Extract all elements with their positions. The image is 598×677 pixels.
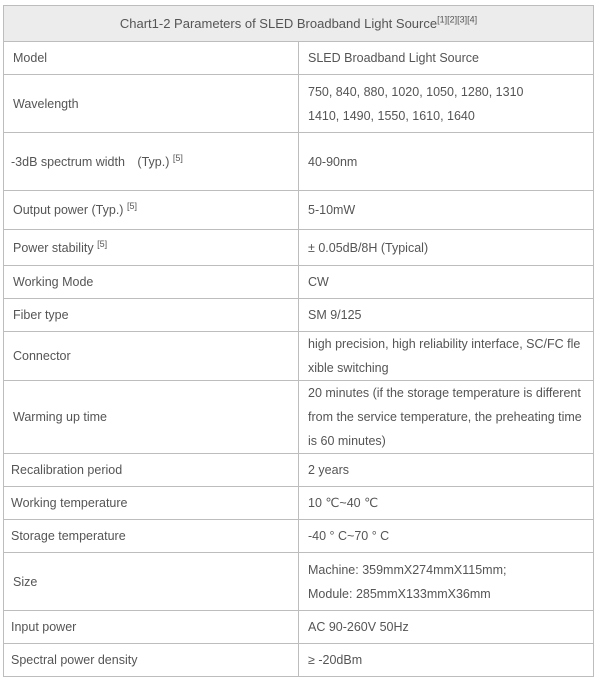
row-label: Storage temperature bbox=[4, 520, 299, 553]
row-value: ± 0.05dB/8H (Typical) bbox=[299, 230, 594, 266]
table-row bbox=[4, 454, 594, 487]
row-label-ref: [5] bbox=[126, 200, 137, 211]
row-label: Working temperature bbox=[4, 487, 299, 520]
row-label: Spectral power density bbox=[4, 644, 299, 677]
table-row bbox=[4, 75, 594, 133]
table-row bbox=[4, 487, 594, 520]
row-value: 20 minutes (if the storage temperature is different from the service temperature, the preheating time is 60 minutes) bbox=[299, 381, 594, 454]
row-value: SLED Broadband Light Source bbox=[299, 42, 594, 75]
table-row bbox=[4, 133, 594, 191]
row-value: CW bbox=[299, 266, 594, 299]
row-label-text: -3dB spectrum width (Typ.) bbox=[11, 154, 170, 169]
row-label bbox=[4, 191, 299, 230]
table-row bbox=[4, 381, 594, 454]
row-label bbox=[4, 133, 299, 191]
row-value: 40-90nm bbox=[299, 133, 594, 191]
row-label: Connector bbox=[4, 332, 299, 381]
row-label: Input power bbox=[4, 611, 299, 644]
row-label bbox=[4, 230, 299, 266]
table-row bbox=[4, 520, 594, 553]
row-value-line: 1410, 1490, 1550, 1610, 1640 bbox=[308, 108, 475, 123]
table-row bbox=[4, 191, 594, 230]
table-row bbox=[4, 553, 594, 611]
row-label: Size bbox=[4, 553, 299, 611]
row-value: 2 years bbox=[299, 454, 594, 487]
table-caption-refs: [1][2][3][4] bbox=[437, 14, 478, 25]
table-row bbox=[4, 266, 594, 299]
row-label-ref: [5] bbox=[172, 152, 183, 163]
row-label-text: Output power (Typ.) bbox=[13, 203, 124, 217]
row-label: Wavelength bbox=[4, 75, 299, 133]
row-value bbox=[299, 75, 594, 133]
parameters-table bbox=[3, 5, 594, 677]
table-row bbox=[4, 230, 594, 266]
table-caption-row bbox=[4, 6, 594, 42]
row-value-line: Machine: 359mmX274mmX115mm; bbox=[308, 562, 507, 577]
row-value-line: Module: 285mmX133mmX36mm bbox=[308, 586, 491, 601]
row-label: Fiber type bbox=[4, 299, 299, 332]
row-label: Warming up time bbox=[4, 381, 299, 454]
table-row bbox=[4, 332, 594, 381]
row-label-ref: [5] bbox=[97, 238, 108, 249]
row-value: -40 ° C~70 ° C bbox=[299, 520, 594, 553]
table-row bbox=[4, 42, 594, 75]
row-value: 10 ℃~40 ℃ bbox=[299, 487, 594, 520]
row-value: high precision, high reliability interface, SC/FC flexible switching bbox=[299, 332, 594, 381]
row-value: ≥ -20dBm bbox=[299, 644, 594, 677]
row-value bbox=[299, 553, 594, 611]
table-row bbox=[4, 611, 594, 644]
row-label-text: Power stability bbox=[13, 240, 94, 255]
row-value: SM 9/125 bbox=[299, 299, 594, 332]
row-label: Model bbox=[4, 42, 299, 75]
table-caption bbox=[4, 6, 594, 42]
row-label: Working Mode bbox=[4, 266, 299, 299]
table-caption-text: Chart1-2 Parameters of SLED Broadband Light Source bbox=[119, 15, 438, 31]
table-row bbox=[4, 644, 594, 677]
spec-table-container bbox=[3, 5, 594, 677]
row-value-line: 750, 840, 880, 1020, 1050, 1280, 1310 bbox=[308, 84, 524, 99]
table-row bbox=[4, 299, 594, 332]
row-value: AC 90-260V 50Hz bbox=[299, 611, 594, 644]
row-label: Recalibration period bbox=[4, 454, 299, 487]
row-value: 5-10mW bbox=[299, 191, 594, 230]
